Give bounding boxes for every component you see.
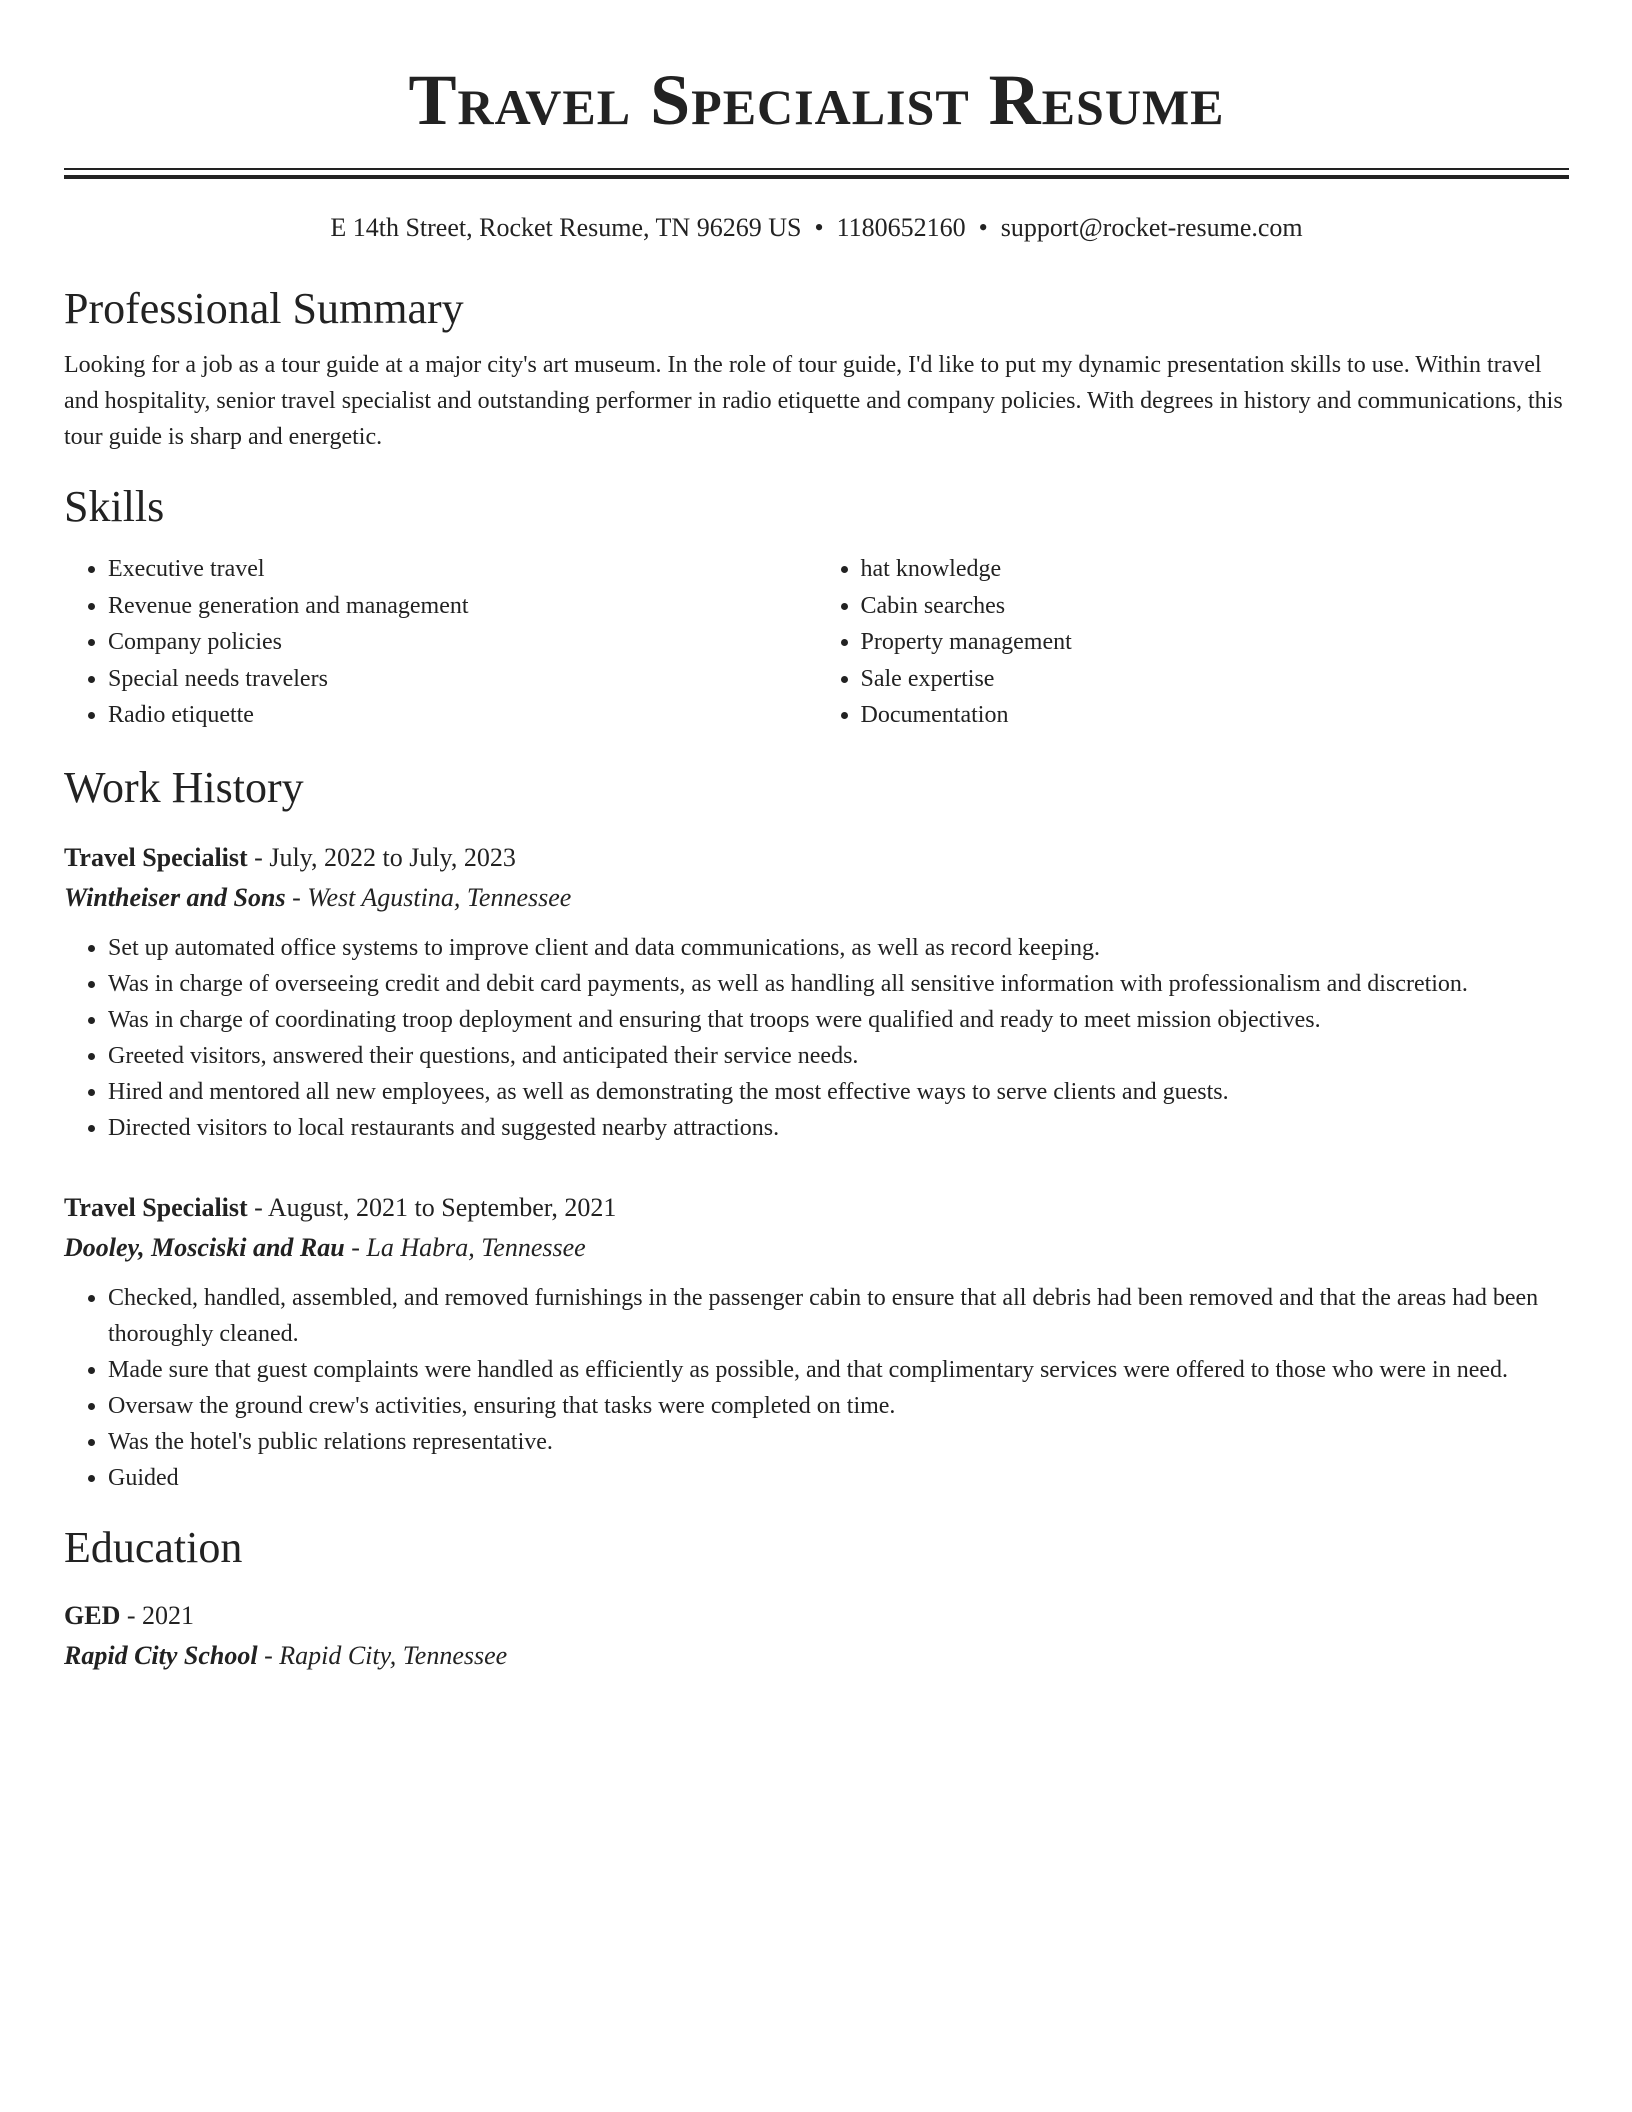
education-school: Rapid City School (64, 1640, 258, 1670)
job-bullets (64, 930, 1569, 1146)
resume-page (64, 0, 1569, 1676)
education-degree: GED (64, 1600, 121, 1630)
job-dates: - July, 2022 to July, 2023 (247, 842, 516, 872)
job-title: Travel Specialist (64, 842, 248, 872)
job-entry (64, 838, 1569, 1146)
job-bullet: • Was in charge of overseeing credit and debit card payments, as well as handling all sensitive information with professionalism and discretion. (108, 966, 1569, 1002)
resume-title: Travel Specialist Resume (408, 60, 1225, 140)
contact-address: E 14th Street, Rocket Resume, TN 96269 US (330, 213, 802, 242)
skill-item: • Sale expertise (861, 661, 1570, 698)
job-bullet: • Was the hotel's public relations representative. (108, 1424, 1569, 1460)
job-bullet: • Greeted visitors, answered their questions, and anticipated their service needs. (108, 1038, 1569, 1074)
job-title-line (64, 1188, 1569, 1228)
skill-item: • Property management (861, 624, 1570, 661)
education-heading: Education (64, 1522, 243, 1572)
job-bullet: • Directed visitors to local restaurants and suggested nearby attractions. (108, 1110, 1569, 1146)
job-bullet: • Was in charge of coordinating troop deployment and ensuring that troops were qualified and ready to meet mission objectives. (108, 1002, 1569, 1038)
skill-item: • Radio etiquette (108, 697, 817, 734)
job-bullet: • Oversaw the ground crew's activities, ensuring that tasks were completed on time. (108, 1388, 1569, 1424)
summary-text: Looking for a job as a tour guide at a major city's art museum. In the role of tour guide, I'd like to put my dynamic presentation skills to use. Within travel and hospitality, senior travel specialist and outstanding performer in radio etiquette and company policies. With degrees in history and communications, this tour guide is sharp and energetic. (64, 352, 1563, 450)
job-bullet: • Set up automated office systems to improve client and data communications, as well as record keeping. (108, 930, 1569, 966)
education-school-line (64, 1636, 1569, 1676)
education-year: - 2021 (120, 1600, 195, 1630)
job-location: - West Agustina, Tennessee (285, 882, 572, 912)
education-degree-line (64, 1596, 1569, 1636)
job-bullet: • Hired and mentored all new employees, as well as demonstrating the most effective ways to serve clients and guests. (108, 1074, 1569, 1110)
job-company: Wintheiser and Sons (64, 882, 286, 912)
job-title-line (64, 838, 1569, 878)
job-company-line (64, 878, 1569, 918)
contact-separator: • (814, 213, 824, 242)
contact-line (64, 211, 1569, 245)
job-location: - La Habra, Tennessee (344, 1232, 586, 1262)
job-bullet: • Made sure that guest complaints were handled as efficiently as possible, and that complimentary services were offered to those who were in need. (108, 1352, 1569, 1388)
job-dates: - August, 2021 to September, 2021 (247, 1192, 617, 1222)
skill-item: • Cabin searches (861, 588, 1570, 625)
job-bullet: • Checked, handled, assembled, and removed furnishings in the passenger cabin to ensure that all debris had been removed and that the areas had been thoroughly cleaned. (108, 1280, 1569, 1352)
job-bullet: • Guided (108, 1460, 1569, 1496)
contact-phone: 1180652160 (836, 213, 966, 242)
skill-item: • Documentation (861, 697, 1570, 734)
summary-heading: Professional Summary (64, 284, 464, 333)
title-divider-thin (64, 168, 1569, 170)
skill-item: • Executive travel (108, 551, 817, 588)
education-location: - Rapid City, Tennessee (257, 1640, 508, 1670)
skills-column-right (817, 551, 1570, 734)
work-history-heading: Work History (64, 762, 304, 812)
skills-heading: Skills (64, 482, 165, 531)
skill-item: • hat knowledge (861, 551, 1570, 588)
job-bullets (64, 1280, 1569, 1496)
job-entry (64, 1188, 1569, 1496)
job-company-line (64, 1228, 1569, 1268)
skill-item: • Revenue generation and management (108, 588, 817, 625)
skill-item: • Company policies (108, 624, 817, 661)
job-company: Dooley, Mosciski and Rau (64, 1232, 345, 1262)
skill-item: • Special needs travelers (108, 661, 817, 698)
contact-separator: • (978, 213, 988, 242)
skills-column-left (64, 551, 817, 734)
contact-email: support@rocket-resume.com (1000, 213, 1303, 242)
title-divider-thick (64, 175, 1569, 179)
skills-list (64, 551, 1569, 734)
job-title: Travel Specialist (64, 1192, 248, 1222)
